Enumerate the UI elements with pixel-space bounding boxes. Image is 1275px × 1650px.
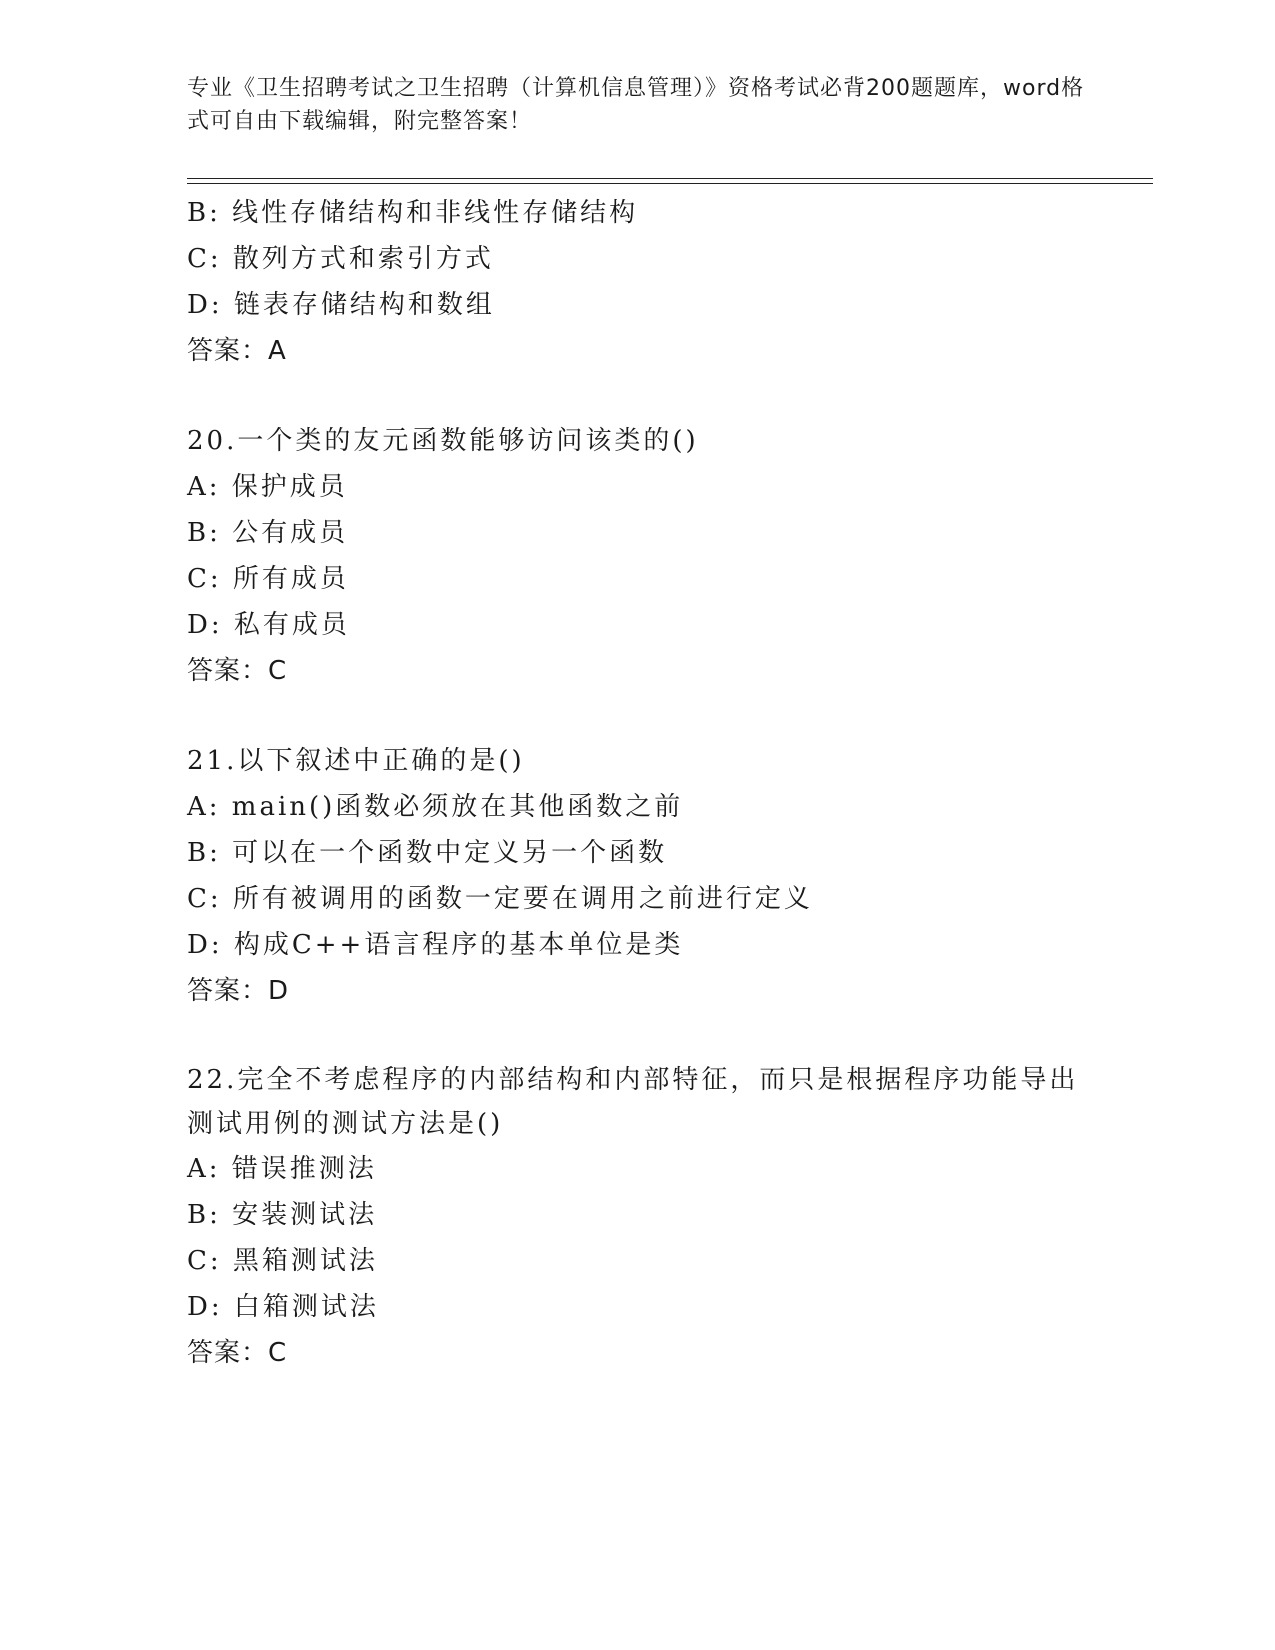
- answer-line: 答案：D: [187, 976, 290, 1006]
- option-a: A: 错误推测法: [187, 1154, 377, 1184]
- option-c: C: 散列方式和索引方式: [187, 244, 494, 274]
- question-22: [187, 1058, 1087, 1376]
- option-d: D: 白箱测试法: [187, 1292, 379, 1322]
- option-b: B: 安装测试法: [187, 1200, 378, 1230]
- option-b: B: 可以在一个函数中定义另一个函数: [187, 838, 668, 868]
- question-21: [187, 738, 1087, 1014]
- option-b: B: 公有成员: [187, 518, 349, 548]
- answer-line: 答案：C: [187, 656, 288, 686]
- option-d: D: 构成C++语言程序的基本单位是类: [187, 930, 684, 960]
- option-a: A: 保护成员: [187, 472, 348, 502]
- question-list: [187, 190, 1087, 1376]
- answer-line: 答案：A: [187, 336, 287, 366]
- document-header: 专业《卫生招聘考试之卫生招聘（计算机信息管理）》资格考试必背200题题库，word格式可自由下载编辑，附完整答案！: [187, 76, 1085, 134]
- header-divider-bottom: [187, 183, 1153, 184]
- option-a: A: main()函数必须放在其他函数之前: [187, 792, 684, 822]
- question-20: [187, 418, 1087, 694]
- answer-line: 答案：C: [187, 1338, 288, 1368]
- option-c: C: 黑箱测试法: [187, 1246, 378, 1276]
- question-text: 20.一个类的友元函数能够访问该类的(): [187, 426, 699, 456]
- partial-question: [187, 190, 1087, 374]
- option-c: C: 所有被调用的函数一定要在调用之前进行定义: [187, 884, 813, 914]
- question-text: 22.完全不考虑程序的内部结构和内部特征，而只是根据程序功能导出测试用例的测试方法是(): [187, 1065, 1079, 1139]
- question-text: 21.以下叙述中正确的是(): [187, 746, 525, 776]
- option-d: D: 链表存储结构和数组: [187, 290, 495, 320]
- option-b: B: 线性存储结构和非线性存储结构: [187, 198, 639, 228]
- option-d: D: 私有成员: [187, 610, 350, 640]
- header-divider-top: [187, 178, 1153, 179]
- option-c: C: 所有成员: [187, 564, 349, 594]
